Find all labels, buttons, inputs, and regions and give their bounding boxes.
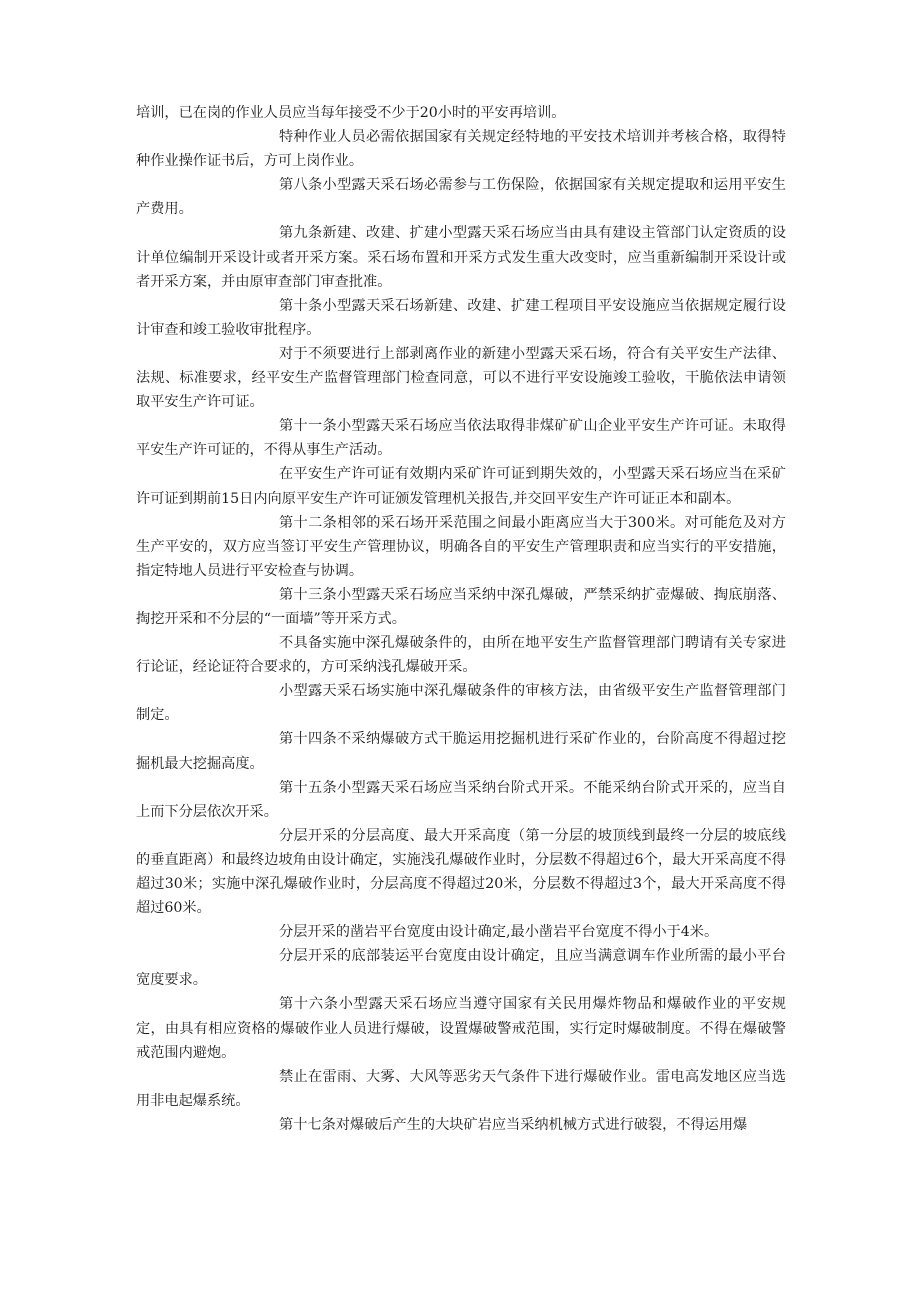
paragraph-article-11: 第十一条小型露天采石场应当依法取得非煤矿矿山企业平安生产许可证。未取得平安生产许可证的，不得从事生产活动。 bbox=[136, 418, 786, 459]
paragraph-article-9: 第九条新建、改建、扩建小型露天采石场应当由具有建设主管部门认定资质的设计单位编制开采设计或者开采方案。采石场布置和开采方式发生重大改变时，应当重新编制开采设计或者开采方案，并由原审查部门审查批准。 bbox=[136, 225, 786, 290]
paragraph: 分层开采的底部装运平台宽度由设计确定，且应当满意调车作业所需的最小平台宽度要求。 bbox=[136, 948, 786, 989]
paragraph: 分层开采的凿岩平台宽度由设计确定,最小凿岩平台宽度不得小于4米。 bbox=[279, 924, 719, 941]
document-body bbox=[136, 101, 786, 1137]
paragraph-article-12: 第十二条相邻的采石场开采范围之间最小距离应当大于300米。对可能危及对方生产平安的，双方应当签订平安生产管理协议，明确各自的平安生产管理职责和应当实行的平安措施，指定特地人员进行平安检查与协调。 bbox=[136, 514, 786, 579]
paragraph: 在平安生产许可证有效期内采矿许可证到期失效的，小型露天采石场应当在采矿许可证到期前15日内向原平安生产许可证颁发管理机关报告,并交回平安生产许可证正本和副本。 bbox=[136, 466, 786, 507]
paragraph: 分层开采的分层高度、最大开采高度（第一分层的坡顶线到最终一分层的坡底线的垂直距离）和最终边坡角由设计确定，实施浅孔爆破作业时，分层数不得超过6个，最大开采高度不得超过30米；实施中深孔爆破作业时，分层高度不得超过20米，分层数不得超过3个，最大开采高度不得超过60米。 bbox=[136, 827, 786, 917]
paragraph-continued: 培训，已在岗的作业人员应当每年接受不少于20小时的平安再培训。 bbox=[136, 105, 566, 121]
paragraph-article-14: 第十四条不采纳爆破方式干脆运用挖掘机进行采矿作业的，台阶高度不得超过挖掘机最大挖掘高度。 bbox=[136, 731, 786, 772]
paragraph: 特种作业人员必需依据国家有关规定经特地的平安技术培训并考核合格，取得特种作业操作证书后，方可上岗作业。 bbox=[136, 129, 786, 170]
paragraph: 不具备实施中深孔爆破条件的，由所在地平安生产监督管理部门聘请有关专家进行论证，经论证符合要求的，方可采纳浅孔爆破开采。 bbox=[136, 635, 786, 676]
paragraph-article-15: 第十五条小型露天采石场应当采纳台阶式开采。不能采纳台阶式开采的，应当自上而下分层依次开采。 bbox=[136, 779, 786, 820]
paragraph-article-10: 第十条小型露天采石场新建、改建、扩建工程项目平安设施应当依据规定履行设计审查和竣工验收审批程序。 bbox=[136, 297, 786, 338]
paragraph-article-8: 第八条小型露天采石场必需参与工伤保险，依据国家有关规定提取和运用平安生产费用。 bbox=[136, 177, 786, 218]
paragraph: 对于不须要进行上部剥离作业的新建小型露天采石场，符合有关平安生产法律、法规、标准要求，经平安生产监督管理部门检查同意，可以不进行平安设施竣工验收，干脆依法申请领取平安生产许可证。 bbox=[136, 345, 786, 411]
paragraph-article-13: 第十三条小型露天采石场应当采纳中深孔爆破，严禁采纳扩壶爆破、掏底崩落、掏挖开采和不分层的“一面墙”等开采方式。 bbox=[136, 586, 786, 627]
paragraph-article-17: 第十七条对爆破后产生的大块矿岩应当采纳机械方式进行破裂，不得运用爆 bbox=[279, 1116, 748, 1133]
paragraph: 小型露天采石场实施中深孔爆破条件的审核方法，由省级平安生产监督管理部门制定。 bbox=[136, 683, 786, 724]
paragraph: 禁止在雷雨、大雾、大风等恶劣天气条件下进行爆破作业。雷电高发地区应当选用非电起爆系统。 bbox=[136, 1068, 786, 1109]
paragraph-article-16: 第十六条小型露天采石场应当遵守国家有关民用爆炸物品和爆破作业的平安规定，由具有相应资格的爆破作业人员进行爆破，设置爆破警戒范围，实行定时爆破制度。不得在爆破警戒范围内避炮。 bbox=[136, 996, 786, 1061]
